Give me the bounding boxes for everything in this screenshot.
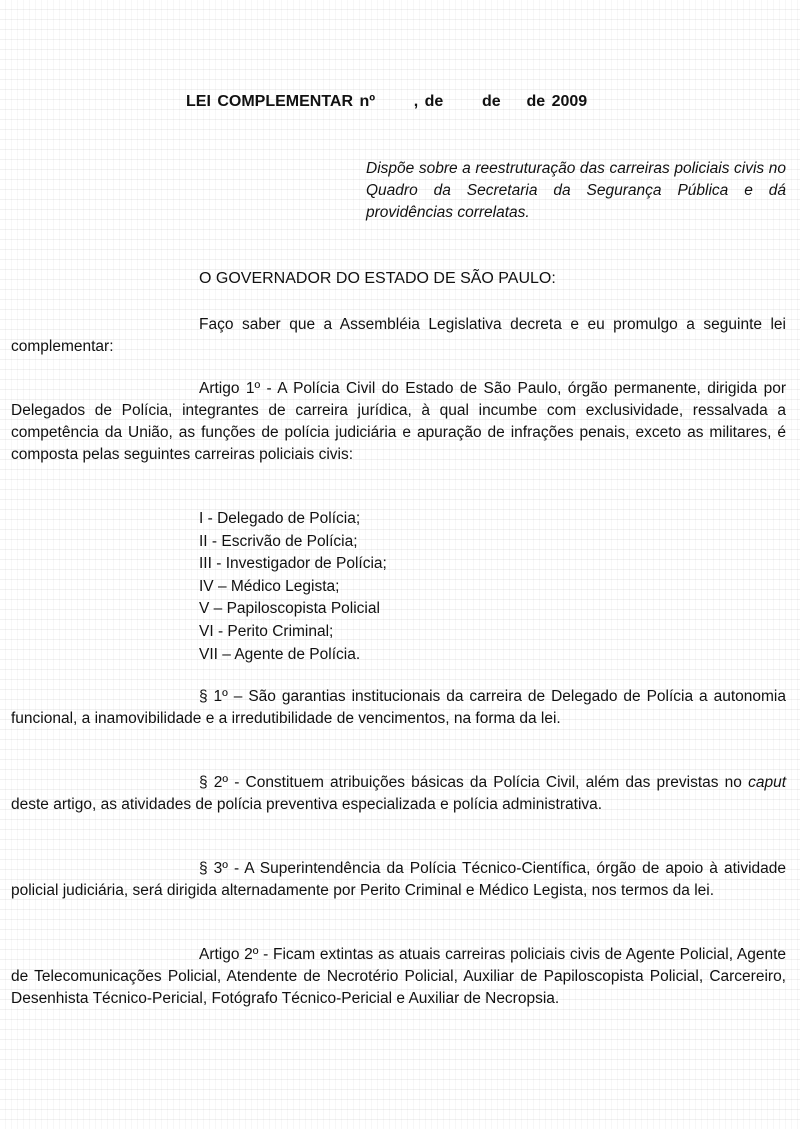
- caput-emphasis: caput: [748, 774, 786, 791]
- artigo-1-caput: Artigo 1º - A Polícia Civil do Estado de São Paulo, órgão permanente, dirigida por Delegados de Polícia, integrantes de carreira jurídica, à qual incumbe com exclusividade, ressalvada a competência da União, as funções de polícia judiciária e apuração de infrações penais, exceto as militares, é composta pelas seguintes carreiras policiais civis:: [11, 380, 786, 463]
- inciso-item: II - Escrivão de Polícia;: [199, 532, 358, 550]
- inciso-item: IV – Médico Legista;: [199, 577, 340, 595]
- inciso-item: V – Papiloscopista Policial: [199, 600, 380, 618]
- inciso-item: I - Delegado de Polícia;: [199, 510, 361, 527]
- paragrafo-2-text: § 2º - Constituem atribuições básicas da Polícia Civil, além das previstas no: [199, 774, 749, 791]
- inciso-item: VII – Agente de Polícia.: [199, 645, 361, 663]
- preamble-paragraph: Faço saber que a Assembléia Legislativa decreta e eu promulgo a seguinte lei complementar:: [11, 316, 786, 355]
- paragrafo-2-text-end: deste artigo, as atividades de polícia preventiva especializada e polícia administrativa.: [11, 796, 603, 813]
- governor-heading: O GOVERNADOR DO ESTADO DE SÃO PAULO:: [199, 270, 556, 287]
- ementa: Dispõe sobre a reestruturação das carreiras policiais civis no Quadro da Secretaria da Segurança Pública e dá providências correlatas.: [366, 160, 786, 221]
- paragrafo-1: § 1º – São garantias institucionais da carreira de Delegado de Polícia a autonomia funcional, a inamovibilidade e a irredutibilidade de vencimentos, na forma da lei.: [11, 688, 786, 727]
- artigo-2: Artigo 2º - Ficam extintas as atuais carreiras policiais civis de Agente Policial, Agente de Telecomunicações Policial, Atendente de Necrotério Policial, Auxiliar de Papiloscopista Policial, Carcereiro, Desenhista Técnico-Pericial, Fotógrafo Técnico-Pericial e Auxiliar de Necropsia.: [11, 946, 786, 1007]
- paragrafo-3: § 3º - A Superintendência da Polícia Técnico-Científica, órgão de apoio à atividade policial judiciária, será dirigida alternadamente por Perito Criminal e Médico Legista, nos termos da lei.: [11, 860, 786, 899]
- law-title: LEI COMPLEMENTAR nº , de de de 2009: [186, 93, 588, 110]
- inciso-item: III - Investigador de Polícia;: [199, 555, 387, 573]
- incisos-list: [199, 508, 387, 666]
- paragrafo-2: [11, 772, 786, 816]
- inciso-item: VI - Perito Criminal;: [199, 622, 334, 640]
